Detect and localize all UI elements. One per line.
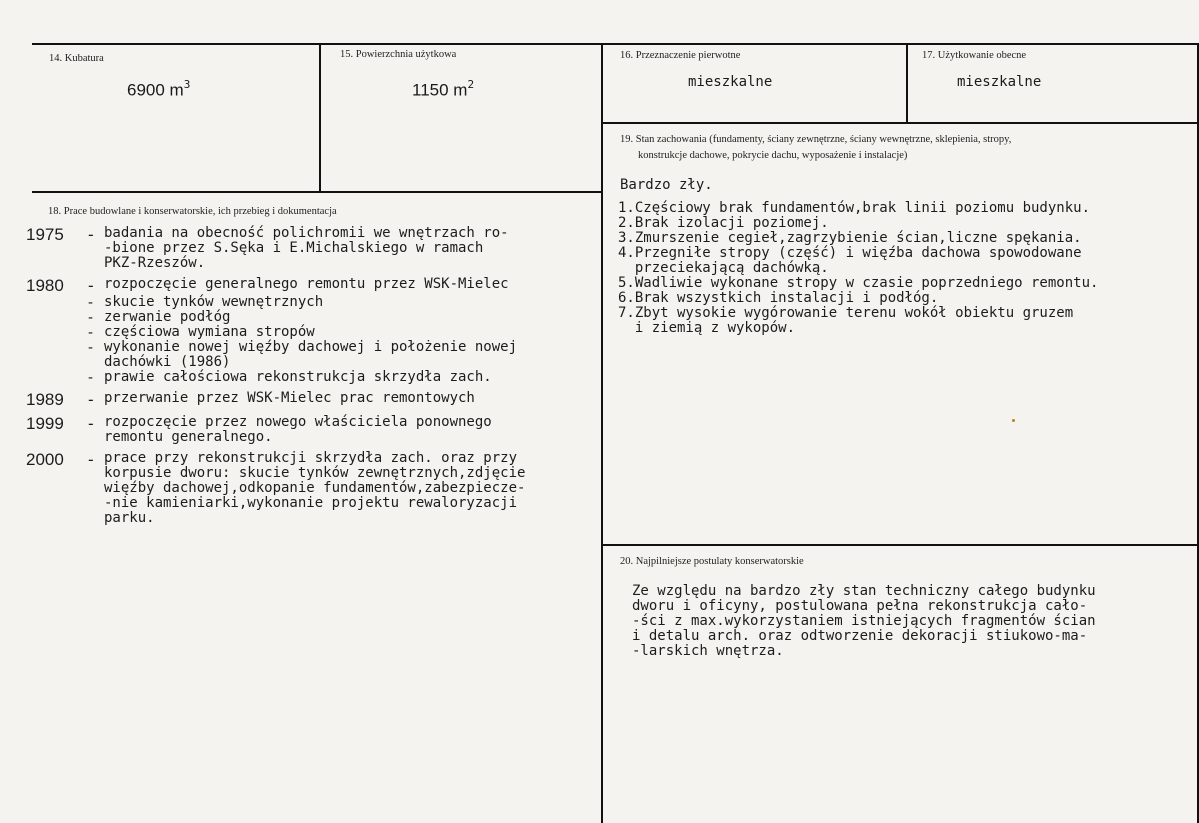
uzytkowanie-value: mieszkalne xyxy=(957,74,1042,90)
subitem-dash: - xyxy=(88,369,93,386)
entry-line: korpusie dworu: skucie tynków zewnętrznych,zdjęcie xyxy=(104,465,526,481)
subitem-dash: - xyxy=(88,339,93,356)
top-rule xyxy=(32,43,1199,45)
powierzchnia-exp: 2 xyxy=(467,78,475,91)
kubatura-exp: 3 xyxy=(183,78,191,91)
subitem-line: prawie całościowa rekonstrukcja skrzydła zach. xyxy=(104,369,492,385)
entry-line: parku. xyxy=(104,510,155,526)
work-entry xyxy=(26,451,606,526)
entry-subitem xyxy=(88,370,606,385)
work-entry xyxy=(26,226,606,271)
entry-line: -bione przez S.Sęka i E.Michalskiego w ramach xyxy=(104,240,484,256)
subitem-line: skucie tynków wewnętrznych xyxy=(104,294,324,310)
postulate-line: Ze względu na bardzo zły stan techniczny całego budynku xyxy=(632,583,1096,599)
subitem-line: częściowa wymiana stropów xyxy=(104,324,315,340)
entry-subitem xyxy=(88,295,606,310)
box16-label: 16. Przeznaczenie pierwotne xyxy=(620,50,741,61)
entry-subitem xyxy=(88,340,606,370)
ink-speck xyxy=(1012,419,1015,422)
postulate-line: -larskich wnętrza. xyxy=(632,643,784,659)
entry-dash: - xyxy=(88,276,94,295)
box19-label-line1: 19. Stan zachowania (fundamenty, ściany zewnętrzne, ściany wewnętrzne, sklepienia, stropy, xyxy=(620,134,1012,145)
entry-text xyxy=(104,226,606,271)
postulate-line: -ści z max.wykorzystaniem istniejących fragmentów ścian xyxy=(632,613,1096,629)
condition-item: 1.Częściowy brak fundamentów,brak linii poziomu budynku. xyxy=(618,200,1091,216)
condition-item: przeciekającą dachówką. xyxy=(618,260,829,276)
rule-under-16-17 xyxy=(601,122,1199,124)
entry-text xyxy=(104,415,606,445)
work-entry xyxy=(26,277,606,295)
entry-line: badania na obecność polichromii we wnętrzach ro- xyxy=(104,225,509,241)
entry-group xyxy=(26,277,606,391)
subitem-text xyxy=(104,295,606,310)
entry-line: remontu generalnego. xyxy=(104,429,273,445)
powierzchnia-value xyxy=(412,80,474,101)
subitem-line: dachówki (1986) xyxy=(104,354,231,370)
subitem-text xyxy=(104,370,606,385)
postulate-line: i detalu arch. oraz odtworzenie dekoracji stiukowo-ma- xyxy=(632,628,1088,644)
entry-subitem xyxy=(88,310,606,325)
kubatura-number: 6900 m xyxy=(127,80,184,100)
entry-line: prace przy rekonstrukcji skrzydła zach. oraz przy xyxy=(104,450,518,466)
box19-summary: Bardzo zły. xyxy=(620,177,713,193)
subitem-line: wykonanie nowej więźby dachowej i położenie nowej xyxy=(104,339,518,355)
entry-dash: - xyxy=(88,390,94,409)
condition-item: 6.Brak wszystkich instalacji i podłóg. xyxy=(618,290,939,306)
entry-dash: - xyxy=(88,450,94,469)
divider-14-15 xyxy=(319,43,321,192)
work-entry xyxy=(26,415,606,445)
rule-under-14-15 xyxy=(32,191,603,193)
box20-label: 20. Najpilniejsze postulaty konserwatorskie xyxy=(620,556,804,567)
condition-item: 4.Przegniłe stropy (część) i więźba dachowa spowodowane xyxy=(618,245,1082,261)
entry-line: przerwanie przez WSK-Mielec prac remontowych xyxy=(104,390,475,406)
entry-line: rozpoczęcie przez nowego właściciela ponownego xyxy=(104,414,492,430)
subitem-text xyxy=(104,310,606,325)
entry-group xyxy=(26,451,606,526)
entry-year: 1989 xyxy=(26,390,64,409)
postulate-line: dworu i oficyny, postulowana pełna rekonstrukcja cało- xyxy=(632,598,1088,614)
entry-group xyxy=(26,391,606,409)
entry-year: 1975 xyxy=(26,225,64,244)
powierzchnia-number: 1150 m xyxy=(412,80,468,100)
entry-subitem xyxy=(88,325,606,340)
box19-items xyxy=(618,201,1098,336)
entry-dash: - xyxy=(88,225,94,244)
box19-label-line2: konstrukcje dachowe, pokrycie dachu, wyposażenie i instalacje) xyxy=(638,150,908,161)
entry-line: -nie kamieniarki,wykonanie projektu rewaloryzacji xyxy=(104,495,518,511)
rule-above-20 xyxy=(601,544,1199,546)
entry-line: rozpoczęcie generalnego remontu przez WSK-Mielec xyxy=(104,276,509,292)
box20-text xyxy=(632,584,1096,659)
box18-label: 18. Prace budowlane i konserwatorskie, ich przebieg i dokumentacja xyxy=(48,206,337,217)
box14-label: 14. Kubatura xyxy=(49,53,104,64)
entry-dash: - xyxy=(88,414,94,433)
entry-line: więźby dachowej,odkopanie fundamentów,zabezpiecze- xyxy=(104,480,526,496)
subitem-text xyxy=(104,325,606,340)
przeznaczenie-value: mieszkalne xyxy=(688,74,773,90)
entry-year: 1980 xyxy=(26,276,64,295)
subitem-text xyxy=(104,340,606,370)
kubatura-value xyxy=(127,80,190,101)
box15-label: 15. Powierzchnia użytkowa xyxy=(340,49,457,60)
entry-year: 2000 xyxy=(26,450,64,469)
work-entry xyxy=(26,391,606,409)
entry-year: 1999 xyxy=(26,414,64,433)
condition-item: 2.Brak izolacji poziomej. xyxy=(618,215,829,231)
entry-text xyxy=(104,391,606,409)
entry-line: PKZ-Rzeszów. xyxy=(104,255,206,271)
box17-label: 17. Użytkowanie obecne xyxy=(922,50,1027,61)
subitem-dash: - xyxy=(88,309,93,326)
condition-item: 5.Wadliwie wykonane stropy w czasie poprzedniego remontu. xyxy=(618,275,1099,291)
condition-item: 7.Zbyt wysokie wygórowanie terenu wokół obiektu gruzem xyxy=(618,305,1074,321)
condition-item: 3.Zmurszenie cegieł,zagrzybienie ścian,liczne spękania. xyxy=(618,230,1082,246)
condition-item: i ziemią z wykopów. xyxy=(618,320,796,336)
subitem-dash: - xyxy=(88,294,93,311)
entry-group xyxy=(26,226,606,271)
entry-text xyxy=(104,451,606,526)
subitem-dash: - xyxy=(88,324,93,341)
subitem-line: zerwanie podłóg xyxy=(104,309,231,325)
box18-entries xyxy=(26,226,606,532)
divider-16-17 xyxy=(906,43,908,123)
entry-group xyxy=(26,415,606,445)
entry-text xyxy=(104,277,606,295)
